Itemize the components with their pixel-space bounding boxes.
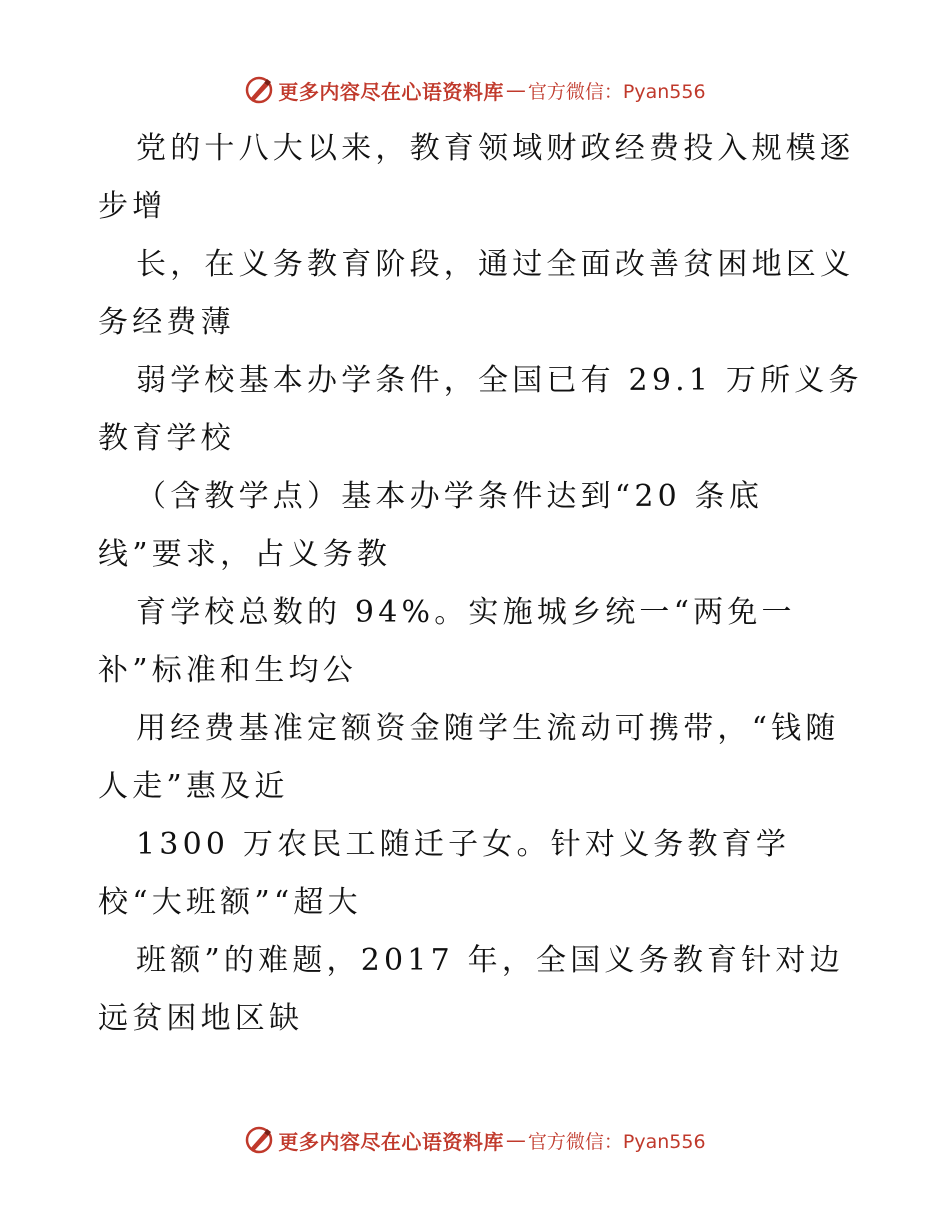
pen-logo-icon — [244, 75, 274, 105]
paragraph: 班额”的难题，2017 年，全国义务教育针对边 远贫困地区缺 — [98, 943, 844, 1036]
paragraph: 长，在义务教育阶段，通过全面改善贫困地区义 务经费薄 — [98, 247, 855, 340]
footer-banner — [0, 1120, 950, 1160]
paragraph: 1300 万农民工随迁子女。针对义务教育学 校“大班额”“超大 — [98, 827, 791, 920]
document-body — [98, 120, 878, 1048]
paragraph: 弱学校基本办学条件，全国已有 29.1 万所义务 教育学校 — [98, 363, 863, 456]
paragraph: 党的十八大以来，教育领域财政经费投入规模逐 步增 — [98, 131, 855, 224]
paragraph: 用经费基准定额资金随学生流动可携带，“钱随 人走”惠及近 — [98, 711, 840, 804]
pen-logo-icon — [244, 1125, 274, 1155]
header-banner — [0, 70, 950, 110]
footer-wechat-text: 官方微信：Pyan556 — [527, 1130, 706, 1153]
header-separator: — — [505, 78, 526, 102]
paragraph: （含教学点）基本办学条件达到“20 条底 线”要求，占义务教 — [98, 479, 764, 572]
header-site-text: 更多内容尽在心语资料库 — [278, 79, 504, 104]
paragraph: 育学校总数的 94%。实施城乡统一“两免一 补”标准和生均公 — [98, 595, 796, 688]
footer-separator: — — [505, 1128, 526, 1152]
header-wechat-text: 官方微信：Pyan556 — [527, 80, 706, 103]
footer-site-text: 更多内容尽在心语资料库 — [278, 1129, 504, 1154]
